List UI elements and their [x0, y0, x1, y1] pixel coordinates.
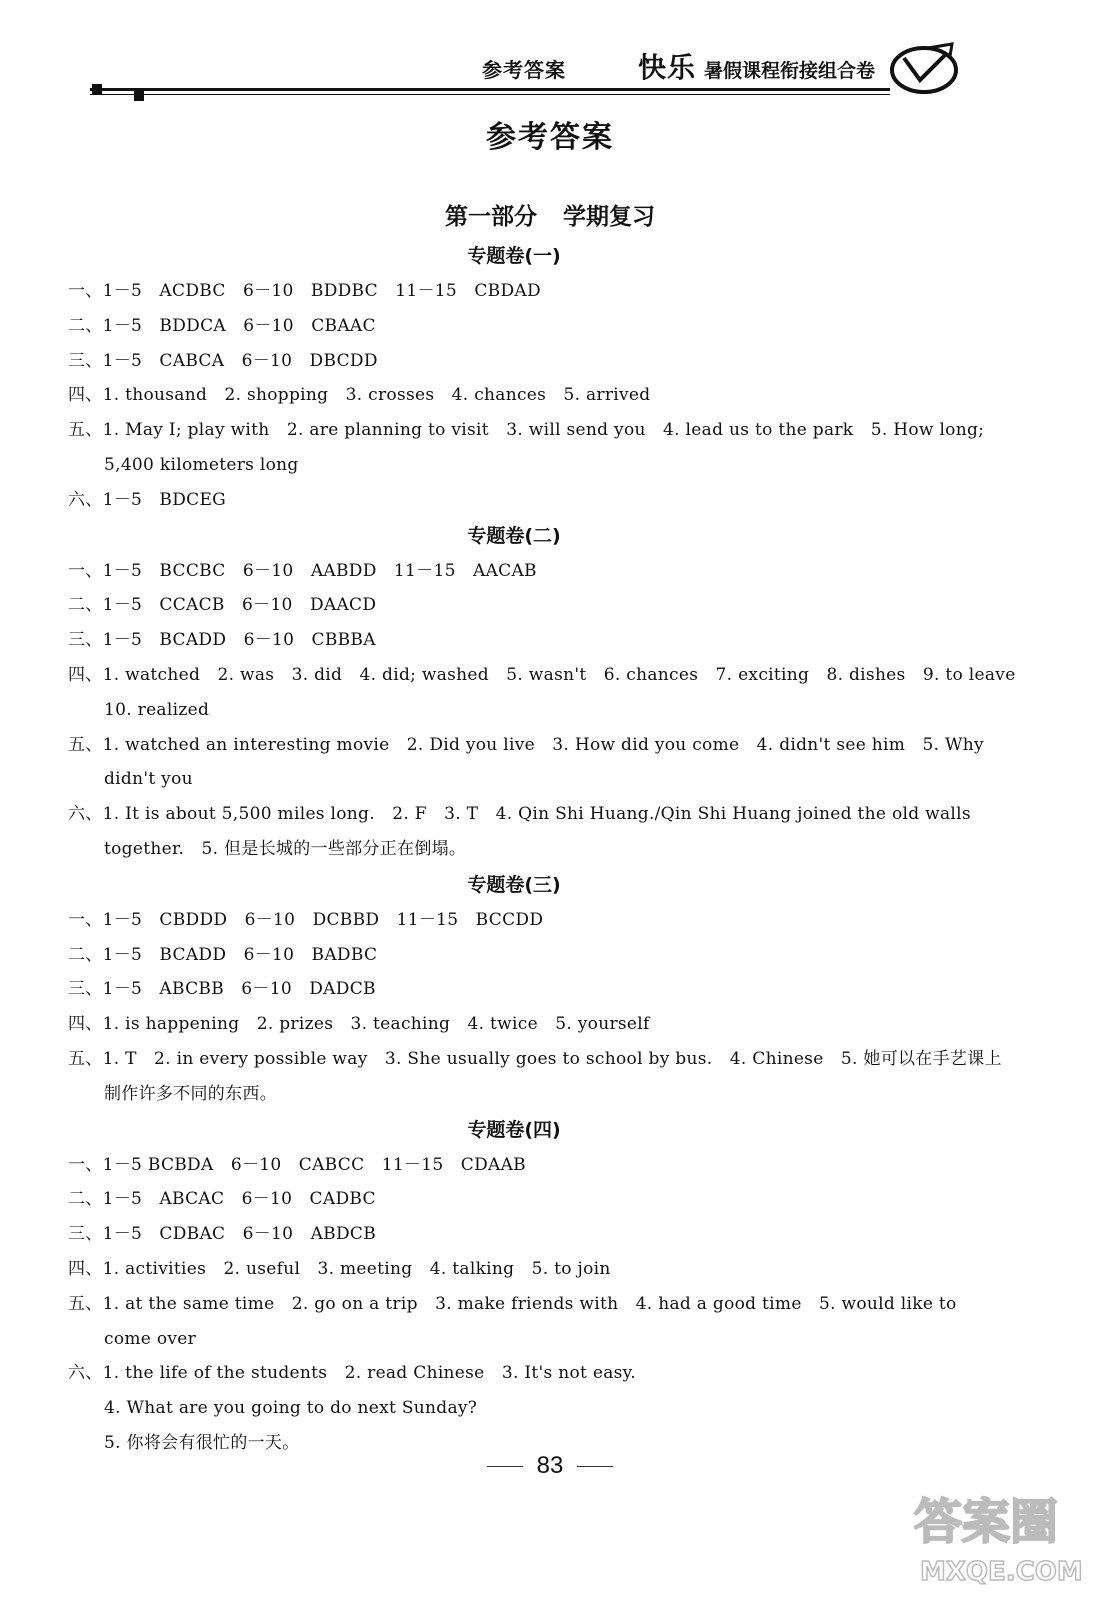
page-number-dash: [577, 1466, 613, 1467]
header-square-marker: [92, 84, 102, 94]
answer-line: 五、1. at the same time 2. go on a trip 3. make friends with 4. had a good time 5. would like to: [68, 1293, 957, 1314]
answer-line: 四、1. thousand 2. shopping 3. crosses 4. chances 5. arrived: [68, 385, 651, 406]
page-header: [90, 40, 970, 102]
header-brand: 快乐: [638, 51, 697, 84]
watermark-url: MXQE.COM: [920, 1557, 1083, 1587]
header-square-marker: [134, 91, 144, 101]
answer-line: 四、1. watched 2. was 3. did 4. did; washed 5. wasn't 6. chances 7. exciting 8. dishes 9. to leave: [68, 664, 1016, 685]
header-series-title: 暑假课程衔接组合卷: [704, 60, 876, 82]
section-heading: 专题卷(二): [467, 524, 561, 547]
part-title: 第一部分 学期复习: [444, 204, 655, 230]
answer-line: together. 5. 但是长城的一些部分正在倒塌。: [104, 838, 467, 859]
page-number-dash: [487, 1466, 523, 1467]
answer-line: 五、1. watched an interesting movie 2. Did you live 3. How did you come 4. didn't see him 5. Why: [68, 734, 984, 755]
answer-line: 四、1. is happening 2. prizes 3. teaching 4. twice 5. yourself: [68, 1014, 650, 1035]
watermark-title: 答案圈: [914, 1494, 1059, 1550]
answer-line: 一、1－5 BCBDA 6－10 CABCC 11－15 CDAAB: [68, 1154, 526, 1175]
answer-line: 制作许多不同的东西。: [104, 1083, 277, 1104]
section-heading: 专题卷(一): [467, 245, 561, 267]
answer-line: 四、1. activities 2. useful 3. meeting 4. talking 5. to join: [68, 1258, 611, 1279]
watermark-logo: [908, 1480, 1086, 1592]
answer-line: 三、1－5 CDBAC 6－10 ABDCB: [68, 1224, 376, 1245]
answer-line: didn't you: [104, 769, 193, 790]
answer-line: 三、1－5 ABCBB 6－10 DADCB: [68, 979, 376, 1000]
answer-line: 六、1. the life of the students 2. read Chinese 3. It's not easy.: [68, 1363, 637, 1384]
answer-line: 10. realized: [104, 699, 210, 720]
answer-line: 五、1. T 2. in every possible way 3. She usually goes to school by bus. 4. Chinese 5. 她可以在手艺课上: [68, 1048, 1002, 1069]
answer-line: 4. What are you going to do next Sunday?: [104, 1398, 478, 1419]
book-logo-icon: [890, 40, 962, 96]
answer-line: come over: [104, 1328, 197, 1349]
answer-line: 二、1－5 ABCAC 6－10 CADBC: [68, 1189, 376, 1210]
answer-line: 5,400 kilometers long: [104, 454, 299, 475]
answer-line: 六、1－5 BDCEG: [68, 489, 227, 510]
answer-line: 三、1－5 BCADD 6－10 CBBBA: [68, 630, 376, 651]
answer-line: 5. 你将会有很忙的一天。: [104, 1432, 300, 1453]
header-rule-thin: [90, 94, 890, 95]
answer-line: 一、1－5 ACDBC 6－10 BDDBC 11－15 CBDAD: [68, 281, 541, 301]
answer-line: 一、1－5 CBDDD 6－10 DCBBD 11－15 BCCDD: [68, 909, 544, 930]
answer-line: 五、1. May I; play with 2. are planning to visit 3. will send you 4. lead us to the park 5. How long;: [68, 420, 985, 441]
page-number: [0, 1452, 1100, 1480]
answer-line: 三、1－5 CABCA 6－10 DBCDD: [68, 350, 378, 371]
answer-line: 六、1. It is about 5,500 miles long. 2. F 3. T 4. Qin Shi Huang./Qin Shi Huang joined the old walls: [68, 804, 971, 825]
answer-line: 二、1－5 CCACB 6－10 DAACD: [68, 595, 377, 616]
answer-line: 二、1－5 BDDCA 6－10 CBAAC: [68, 315, 376, 336]
header-section-label: 参考答案: [482, 58, 566, 82]
header-rule: [90, 88, 890, 91]
answer-line: 一、1－5 BCCBC 6－10 AABDD 11－15 AACAB: [68, 560, 537, 581]
section-heading: 专题卷(四): [467, 1118, 561, 1141]
answer-line: 二、1－5 BCADD 6－10 BADBC: [68, 944, 378, 965]
page-number-value: 83: [536, 1452, 564, 1479]
section-heading: 专题卷(三): [467, 873, 561, 896]
answer-content: [68, 238, 1016, 1461]
page-title: 参考答案: [486, 120, 614, 155]
